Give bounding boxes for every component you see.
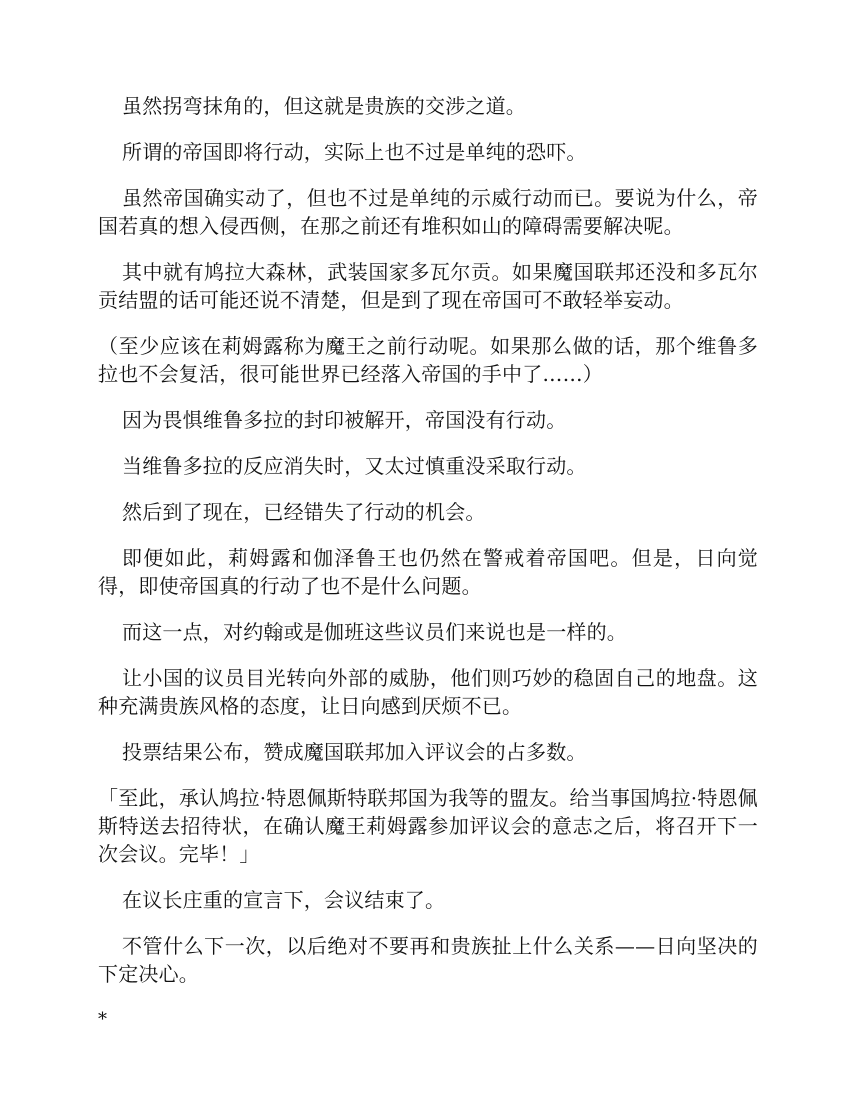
- paragraph: 虽然帝国确实动了，但也不过是单纯的示威行动而已。要说为什么，帝国若真的想入侵西侧，在那之前还有堆积如山的障碍需要解决呢。: [98, 186, 758, 238]
- paragraph: 所谓的帝国即将行动，实际上也不过是单纯的恐吓。: [122, 140, 587, 164]
- paragraph: 即便如此，莉姆露和伽泽鲁王也仍然在警戒着帝国吧。但是，日向觉得，即使帝国真的行动了也不是什么问题。: [98, 546, 758, 598]
- paragraph: 虽然拐弯抹角的，但这就是贵族的交涉之道。: [122, 94, 526, 118]
- paragraph: 然后到了现在，已经错失了行动的机会。: [122, 500, 486, 524]
- paragraph: 在议长庄重的宣言下，会议结束了。: [122, 888, 446, 912]
- paragraph: 其中就有鸠拉大森林，武装国家多瓦尔贡。如果魔国联邦还没和多瓦尔贡结盟的话可能还说不清楚，但是到了现在帝国可不敢轻举妄动。: [98, 260, 758, 312]
- paragraph: 不管什么下一次，以后绝对不要再和贵族扯上什么关系——日向坚决的下定决心。: [98, 934, 758, 986]
- paragraph-thought: （至少应该在莉姆露称为魔王之前行动呢。如果那么做的话，那个维鲁多拉也不会复活，很可能世界已经落入帝国的手中了……）: [98, 334, 758, 386]
- paragraph: 当维鲁多拉的反应消失时，又太过慎重没采取行动。: [122, 454, 587, 478]
- paragraph: 而这一点，对约翰或是伽班这些议员们来说也是一样的。: [122, 620, 627, 644]
- paragraph-quote: 「至此，承认鸠拉·特恩佩斯特联邦国为我等的盟友。给当事国鸠拉·特恩佩斯特送去招待状，在确认魔王莉姆露参加评议会的意志之后，将召开下一次会议。完毕！」: [98, 786, 758, 866]
- paragraph: 让小国的议员目光转向外部的威胁，他们则巧妙的稳固自己的地盘。这种充满贵族风格的态度，让日向感到厌烦不已。: [98, 666, 758, 718]
- section-separator: *: [98, 1009, 107, 1030]
- paragraph: 因为畏惧维鲁多拉的封印被解开，帝国没有行动。: [122, 408, 567, 432]
- document-page: [98, 92, 758, 1034]
- paragraph: 投票结果公布，赞成魔国联邦加入评议会的占多数。: [122, 740, 587, 764]
